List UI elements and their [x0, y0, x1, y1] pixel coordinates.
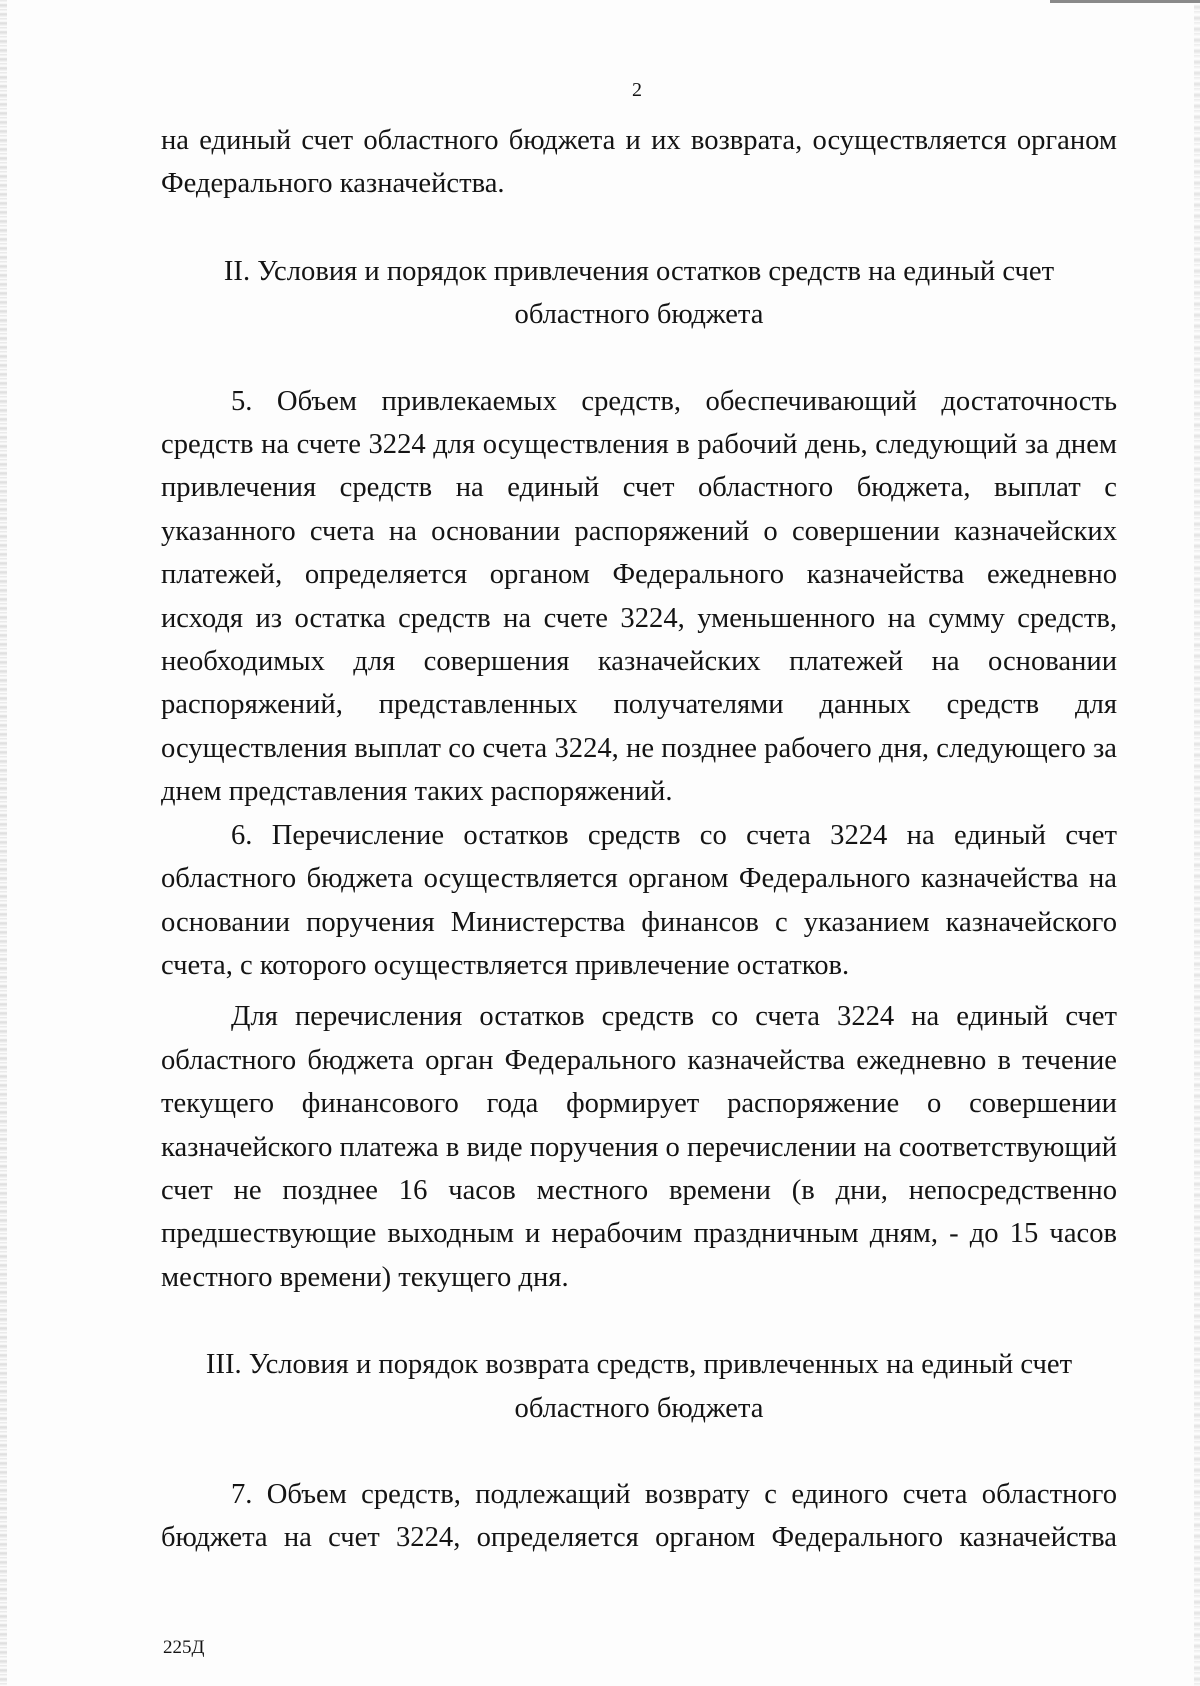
scan-edge-left: [0, 0, 7, 1686]
scan-edge-right: [1194, 0, 1200, 1686]
page-number: 2: [632, 79, 642, 101]
page-number-area: [0, 76, 1200, 104]
paragraph-7: 7. Объем средств, подлежащий возврату с единого счета областного бюджета на счет 3224, определяется органом Федерального казначейства: [161, 1478, 1117, 1554]
intro-paragraph: на единый счет областного бюджета и их возврата, осуществляется органом Федерального казначейства.: [161, 125, 1117, 200]
paragraph-6-continued: Для перечисления остатков средств со счета 3224 на единый счет областного бюджета орган Федерального казначейства ежедневно в течение текущего финансового года формирует распоряжение о совершении казначейского платежа в виде поручения о перечислении на соответствующий счет не позднее 16 часов местного времени (в дни, непосредственно предшествующие выходным и нерабочим праздничным дням, - до 15 часов местного времени) текущего дня.: [161, 1001, 1118, 1293]
scan-corner-mark: [1050, 0, 1200, 3]
paragraph-6: 6. Перечисление остатков средств со счета 3224 на единый счет областного бюджета осуществляется органом Федерального казначейства на основании поручения Министерства финансов с указанием казначейского счета, с которого осуществляется привлечение остатков.: [161, 819, 1117, 981]
section-2-heading: II. Условия и порядок привлечения остатков средств на единый счет областного бюджета: [223, 255, 1055, 331]
paragraph-5: 5. Объем привлекаемых средств, обеспечивающий достаточность средств на счете 3224 для осуществления в рабочий день, следующий за днем привлечения средств на единый счет областного бюджета, выплат с указанного счета на основании распоряжений о совершении казначейских платежей, определяется органом Федерального казначейства ежедневно исходя из остатка средств на счете 3224, уменьшенного на сумму средств, необходимых для совершения казначейских платежей на основании распоряжений, представленных получателями данных средств для осуществления выплат со счета 3224, не позднее рабочего дня, следующего за днем представления таких распоряжений.: [161, 385, 1117, 808]
document-body: [161, 119, 1117, 1560]
section-3-heading: III. Условия и порядок возврата средств, привлеченных на единый счет областного бюджета: [205, 1349, 1073, 1424]
document-code: 225Д: [163, 1637, 205, 1658]
